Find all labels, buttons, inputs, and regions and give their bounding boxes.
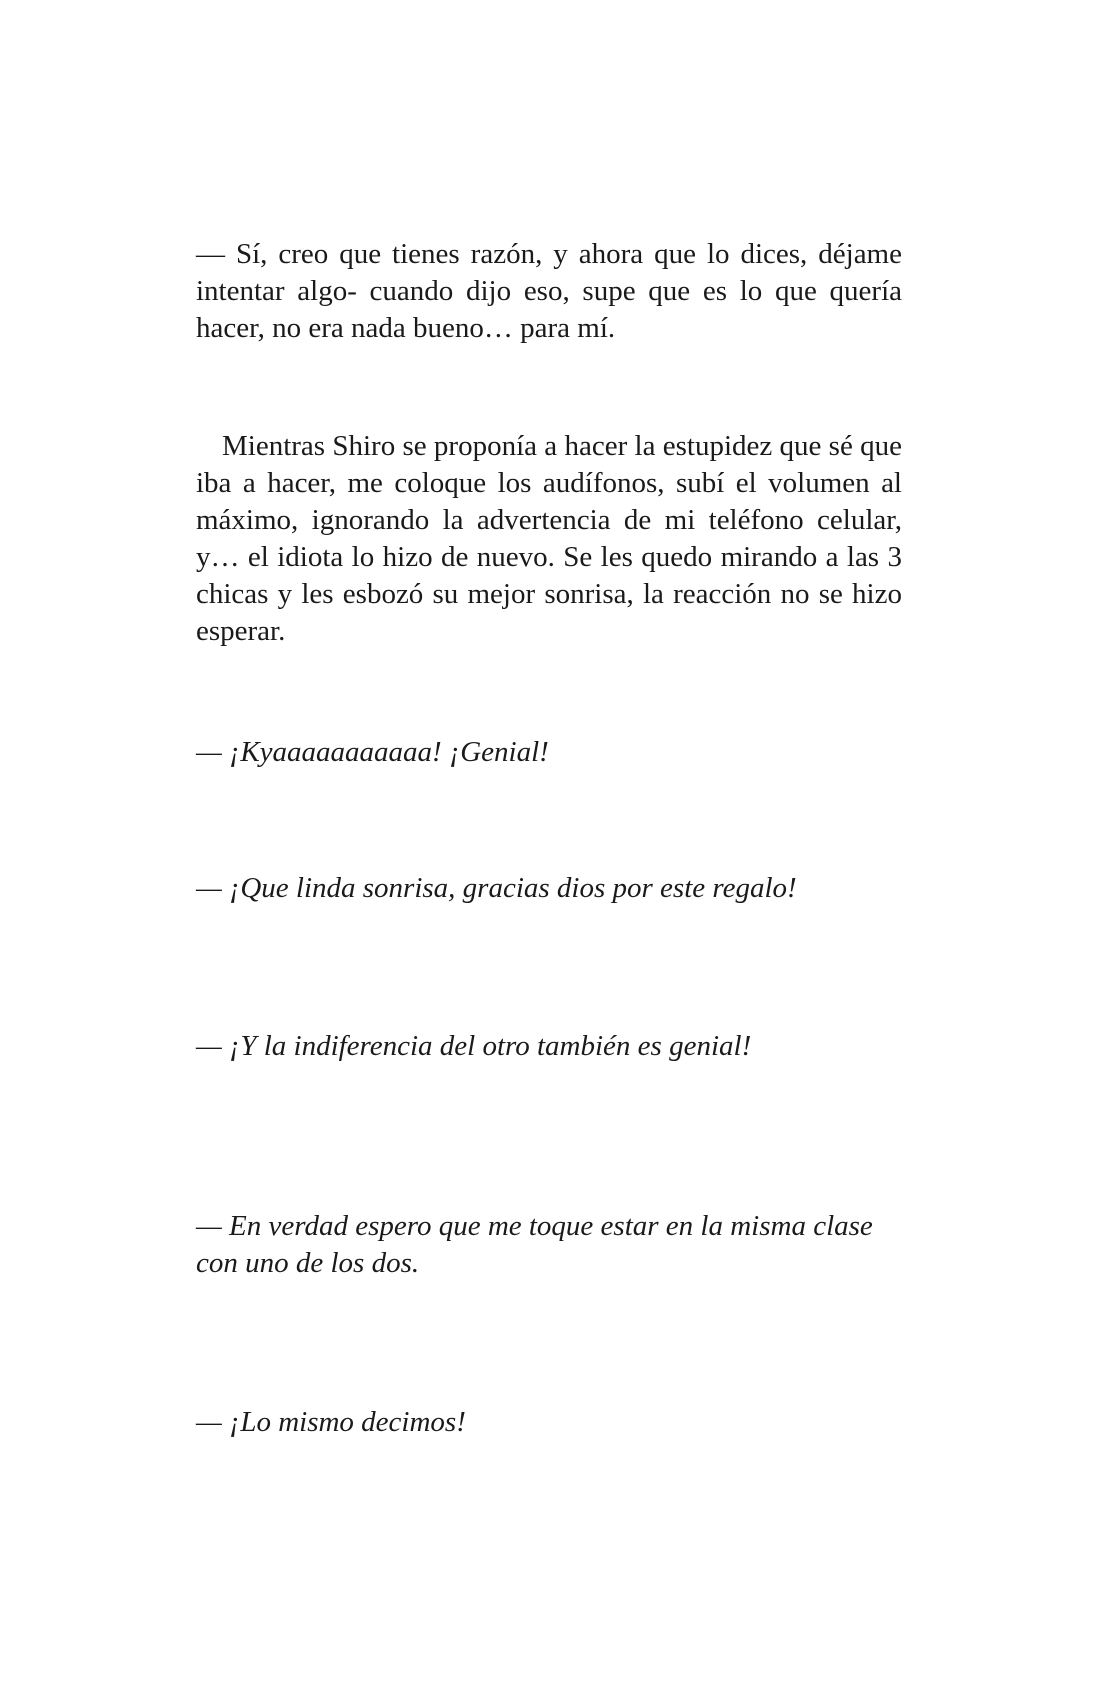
dialogue-line: — En verdad espero que me toque estar en la misma clase con uno de los dos. — [196, 1210, 873, 1279]
dialogue-line: — ¡Que linda sonrisa, gracias dios por este regalo! — [196, 872, 797, 904]
dialogue-line: — ¡Kyaaaaaaaaaaa! ¡Genial! — [196, 736, 549, 768]
narration-paragraph: Mientras Shiro se proponía a hacer la estupidez que sé que iba a hacer, me coloque los audífonos, subí el volumen al máximo, ignorando la advertencia de mi teléfono celular, y… el idiota lo hizo de nuevo. Se les quedo mirando a las 3 chicas y les esbozó su mejor sonrisa, la reacción no se hizo esperar. — [196, 430, 902, 647]
dialogue-line: — ¡Lo mismo decimos! — [196, 1406, 466, 1438]
dialogue-paragraph: — Sí, creo que tienes razón, y ahora que lo dices, déjame intentar algo- cuando dijo eso, supe que es lo que quería hacer, no era nada bueno… para mí. — [196, 238, 902, 344]
dialogue-line: — ¡Y la indiferencia del otro también es genial! — [196, 1030, 752, 1062]
